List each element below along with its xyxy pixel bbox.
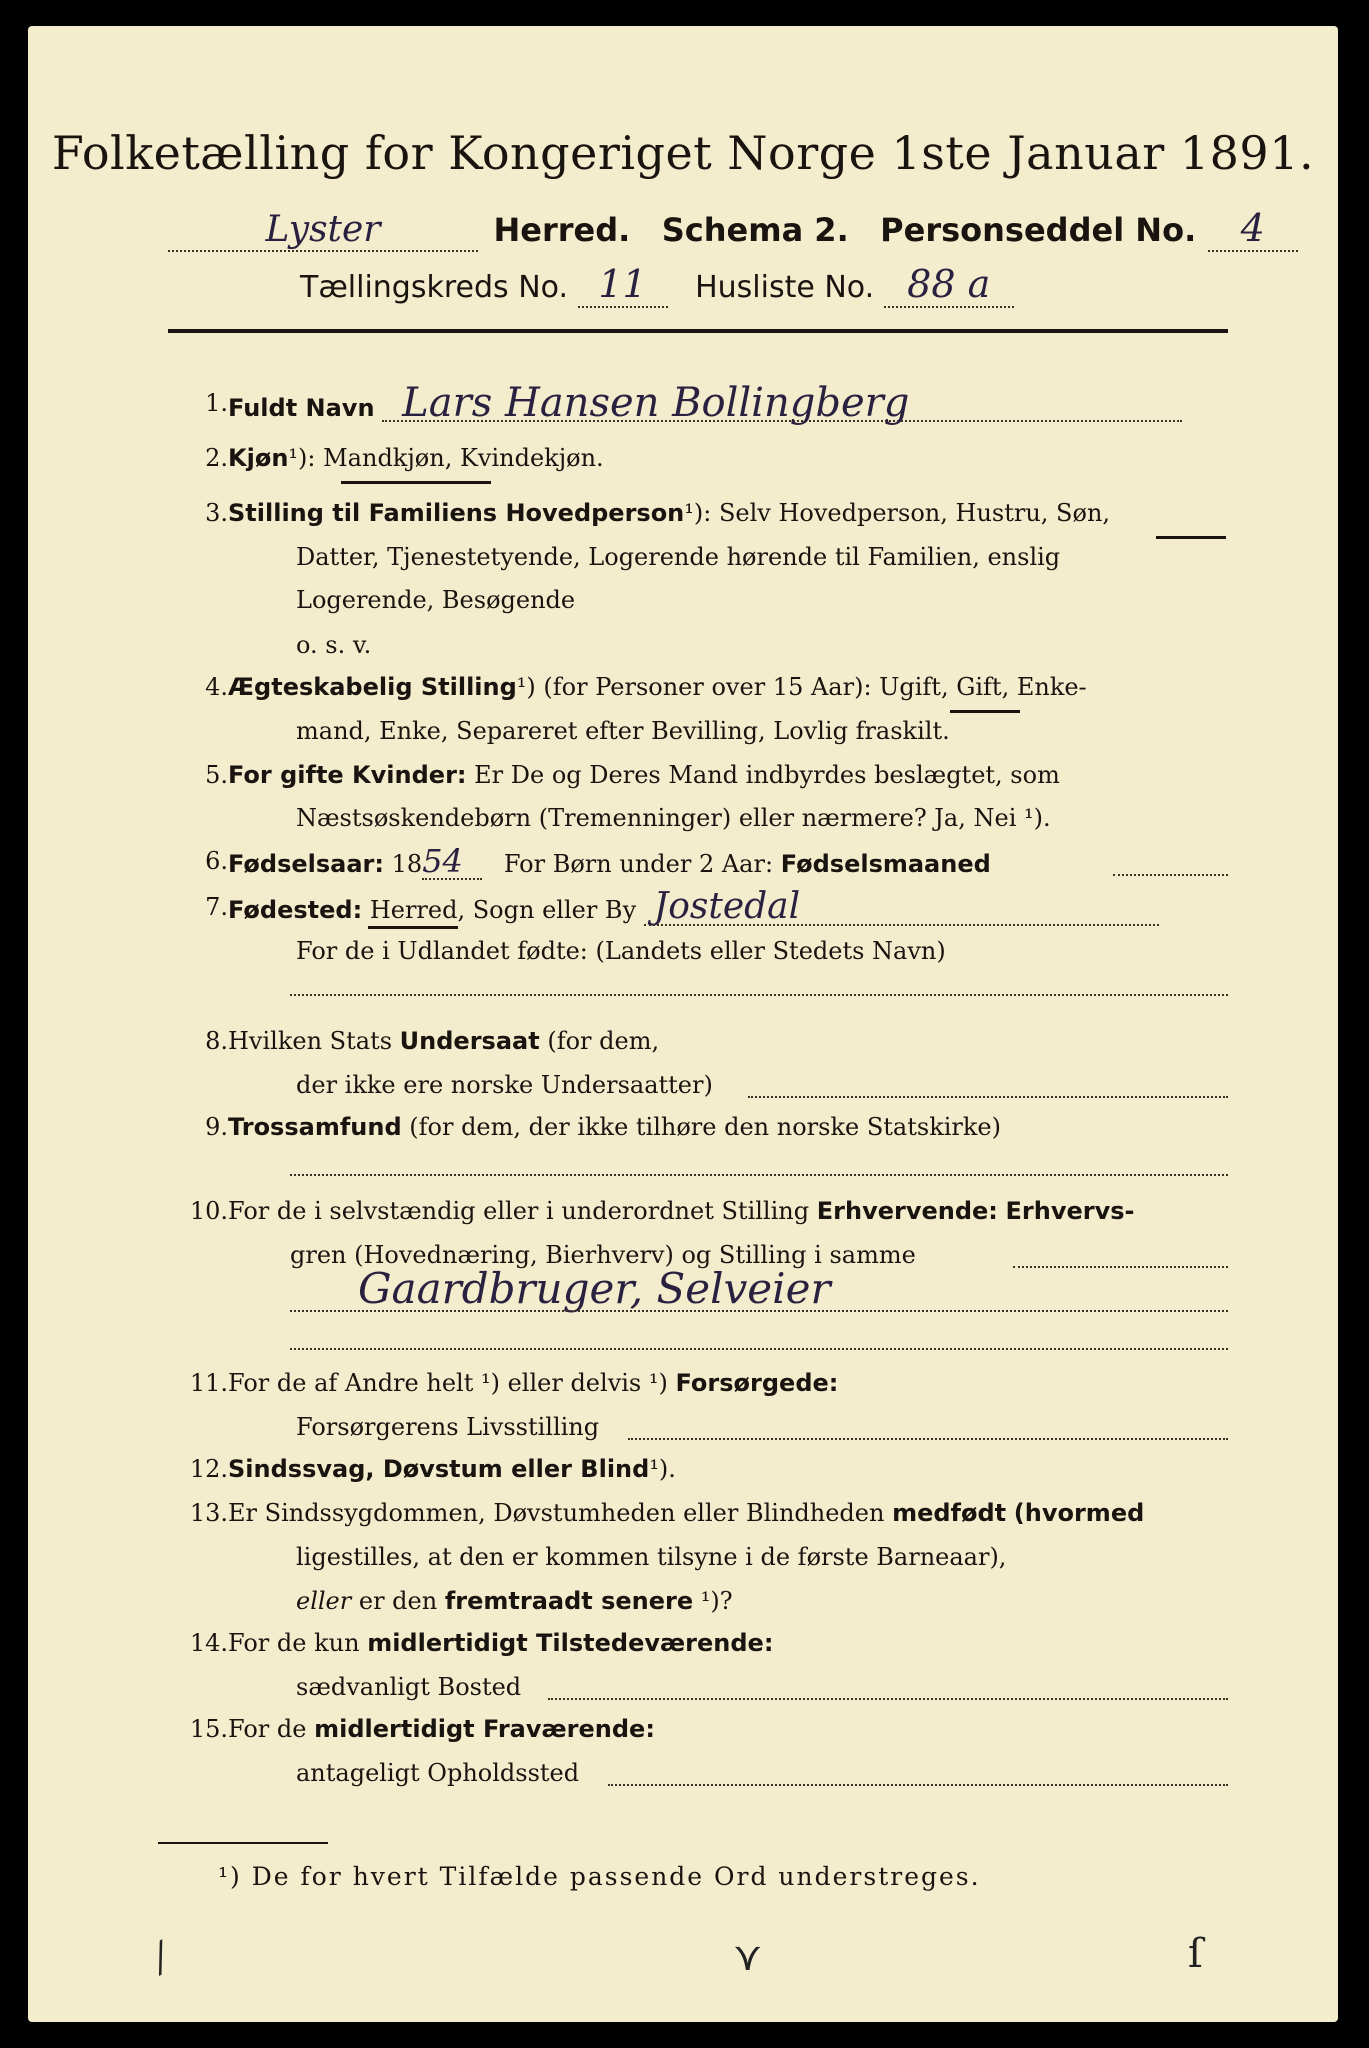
item-10-line2: gren (Hovednæring, Bierhverv) og Stilling i samme — [290, 1241, 916, 1269]
personseddel-value: 4 — [1208, 206, 1298, 252]
item-1 — [228, 380, 1182, 426]
item-1-number: 1. — [205, 389, 228, 417]
occupation-field-line1 — [1013, 1266, 1228, 1268]
header-rule — [168, 329, 1228, 333]
citizenship-field — [748, 1096, 1228, 1098]
item-12-number: 12. — [189, 1455, 228, 1483]
item-7-label: Fødested: — [228, 896, 363, 924]
herred-line — [168, 206, 1298, 252]
item-13 — [228, 1496, 1144, 1530]
item-10-label: Erhvervende: — [816, 1197, 998, 1225]
item-5-number: 5. — [205, 761, 228, 789]
item-6-text: 18 — [391, 850, 423, 878]
item-8-text2: (for dem, — [547, 1027, 660, 1055]
corner-mark-right: ſ — [1188, 1931, 1203, 1977]
item-11 — [228, 1366, 838, 1400]
item-7-number: 7. — [205, 893, 228, 921]
item-8 — [228, 1024, 659, 1058]
herred-underline — [368, 926, 458, 929]
item-8-text: Hvilken Stats — [228, 1027, 393, 1055]
item-13-line3c: ¹)? — [700, 1587, 733, 1615]
item-2-text: ¹): Mandkjøn, Kvindekjøn. — [288, 444, 604, 472]
item-10-number: 10. — [189, 1197, 228, 1225]
item-4-line2: mand, Enke, Separeret efter Bevilling, Lovlig fraskilt. — [296, 717, 950, 745]
item-13-line3 — [296, 1584, 733, 1618]
item-15-text: For de — [228, 1715, 307, 1743]
item-3-line4: o. s. v. — [296, 631, 372, 659]
item-14 — [228, 1626, 773, 1660]
item-8-line2 — [296, 1068, 713, 1102]
kreds-line — [300, 262, 1014, 308]
form-title: Folketælling for Kongeriget Norge 1ste Januar 1891. — [51, 126, 1315, 180]
ugift-underline — [950, 710, 1020, 713]
item-9-number: 9. — [205, 1113, 228, 1141]
item-10 — [228, 1194, 1135, 1228]
item-5-line2: Næstsøskendebørn (Tremenninger) eller nærmere? Ja, Nei ¹). — [296, 804, 1051, 832]
item-10-text: For de i selvstændig eller i underordnet Stilling — [228, 1197, 810, 1225]
birth-year-value: 54 — [422, 844, 482, 880]
personseddel-label: Personseddel No. — [880, 211, 1197, 249]
item-4-text: ¹) (for Personer over 15 Aar): Ugift, Gift, Enke- — [516, 673, 1087, 701]
provider-field — [628, 1438, 1228, 1440]
religion-field — [290, 1174, 1228, 1176]
foreign-birthplace-field — [290, 994, 1228, 996]
occupation-value: Gaardbruger, Selveier — [358, 1264, 831, 1313]
taellingskreds-value: 11 — [578, 262, 668, 308]
husliste-value: 88 a — [884, 262, 1014, 308]
footnote-rule — [158, 1842, 328, 1844]
item-3-text: ¹): Selv Hovedperson, Hustru, Søn, — [684, 499, 1111, 527]
footnote: ¹) De for hvert Tilfælde passende Ord understreges. — [218, 1862, 981, 1891]
occupation-field-line3 — [290, 1348, 1228, 1350]
item-2-label: Kjøn — [228, 444, 289, 472]
item-14-number: 14. — [189, 1629, 228, 1657]
item-12-text: ¹). — [649, 1455, 676, 1483]
item-9 — [228, 1110, 1001, 1144]
item-2-number: 2. — [205, 444, 228, 472]
item-3-line3: Logerende, Besøgende — [296, 586, 576, 614]
item-3 — [228, 496, 1110, 530]
item-12 — [228, 1452, 676, 1486]
item-9-text: (for dem, der ikke tilhøre den norske Statskirke) — [409, 1113, 1001, 1141]
item-12-label: Sindssvag, Døvstum eller Blind — [228, 1455, 650, 1483]
item-8-label: Undersaat — [399, 1027, 540, 1055]
item-13-text2: (hvormed — [1013, 1499, 1145, 1527]
item-7-text: Herred, Sogn eller By — [369, 896, 637, 924]
item-8-number: 8. — [205, 1027, 228, 1055]
item-11-label: Forsørgede: — [675, 1369, 839, 1397]
item-3-label: Stilling til Familiens Hovedperson — [228, 499, 685, 527]
item-3-line2: Datter, Tjenestetyende, Logerende hørende til Familien, enslig — [296, 543, 1061, 571]
item-6 — [228, 844, 991, 881]
item-8-line2-text: der ikke ere norske Undersaatter) — [296, 1071, 713, 1099]
full-name-value: Lars Hansen Bollingberg — [382, 386, 1182, 422]
mandkjon-underline — [341, 481, 491, 484]
item-6-label2: Fødselsmaaned — [780, 850, 991, 878]
herred-label: Herred. — [493, 211, 631, 249]
item-15-label: midlertidigt Fraværende: — [314, 1715, 655, 1743]
item-14-label: midlertidigt Tilstedeværende: — [367, 1629, 774, 1657]
item-2 — [228, 441, 604, 475]
item-9-label: Trossamfund — [228, 1113, 402, 1141]
item-13-label3: fremtraadt senere — [444, 1587, 694, 1615]
husliste-label: Husliste No. — [695, 270, 875, 305]
birthplace-value: Jostedal — [644, 890, 1159, 926]
item-13-label: medfødt — [892, 1499, 1007, 1527]
taellingskreds-label: Tællingskreds No. — [300, 270, 568, 305]
item-5 — [228, 758, 1060, 792]
item-13-number: 13. — [189, 1499, 228, 1527]
item-6-number: 6. — [205, 847, 228, 875]
item-10-text2: Erhvervs- — [1005, 1197, 1135, 1225]
item-1-label: Fuldt Navn — [228, 394, 375, 422]
schema-label: Schema 2. — [661, 211, 849, 249]
census-form — [28, 26, 1338, 2022]
item-11-text: For de af Andre helt ¹) eller delvis ¹) — [228, 1369, 668, 1397]
item-14-line2: sædvanligt Bosted — [296, 1673, 522, 1701]
herred-value: Lyster — [168, 209, 478, 252]
item-6-label: Fødselsaar: — [228, 850, 384, 878]
item-4-label: Ægteskabelig Stilling — [228, 673, 517, 701]
usual-residence-field — [548, 1698, 1228, 1700]
item-7 — [228, 886, 1159, 927]
son-underline — [1156, 536, 1226, 539]
item-3-number: 3. — [205, 499, 228, 527]
item-5-label: For gifte Kvinder: — [228, 761, 467, 789]
item-11-number: 11. — [189, 1369, 228, 1397]
item-11-line2: Forsørgerens Livsstilling — [296, 1413, 600, 1441]
item-13-line3b: er den — [358, 1587, 438, 1615]
item-13-line3a: eller — [296, 1587, 352, 1615]
item-6-text2: For Børn under 2 Aar: — [503, 850, 774, 878]
item-13-text: Er Sindssygdommen, Døvstumheden eller Blindheden — [228, 1499, 885, 1527]
item-4-number: 4. — [205, 673, 228, 701]
item-14-text: For de kun — [228, 1629, 360, 1657]
corner-mark-left: ⁄ — [146, 1937, 176, 1981]
item-15-number: 15. — [189, 1715, 228, 1743]
item-7-line2: For de i Udlandet fødte: (Landets eller Stedets Navn) — [296, 937, 946, 965]
item-15-line2: antageligt Opholdssted — [296, 1759, 580, 1787]
item-5-text: Er De og Deres Mand indbyrdes beslægtet, som — [474, 761, 1060, 789]
item-13-line2: ligestilles, at den er kommen tilsyne i de første Barneaar), — [296, 1543, 1007, 1571]
occupation-field-line2 — [290, 1310, 1228, 1312]
item-15 — [228, 1712, 655, 1746]
item-4 — [228, 670, 1087, 704]
birth-month-field — [1113, 874, 1228, 876]
corner-mark-center: ⋎ — [733, 1934, 763, 1980]
presumed-residence-field — [608, 1784, 1228, 1786]
